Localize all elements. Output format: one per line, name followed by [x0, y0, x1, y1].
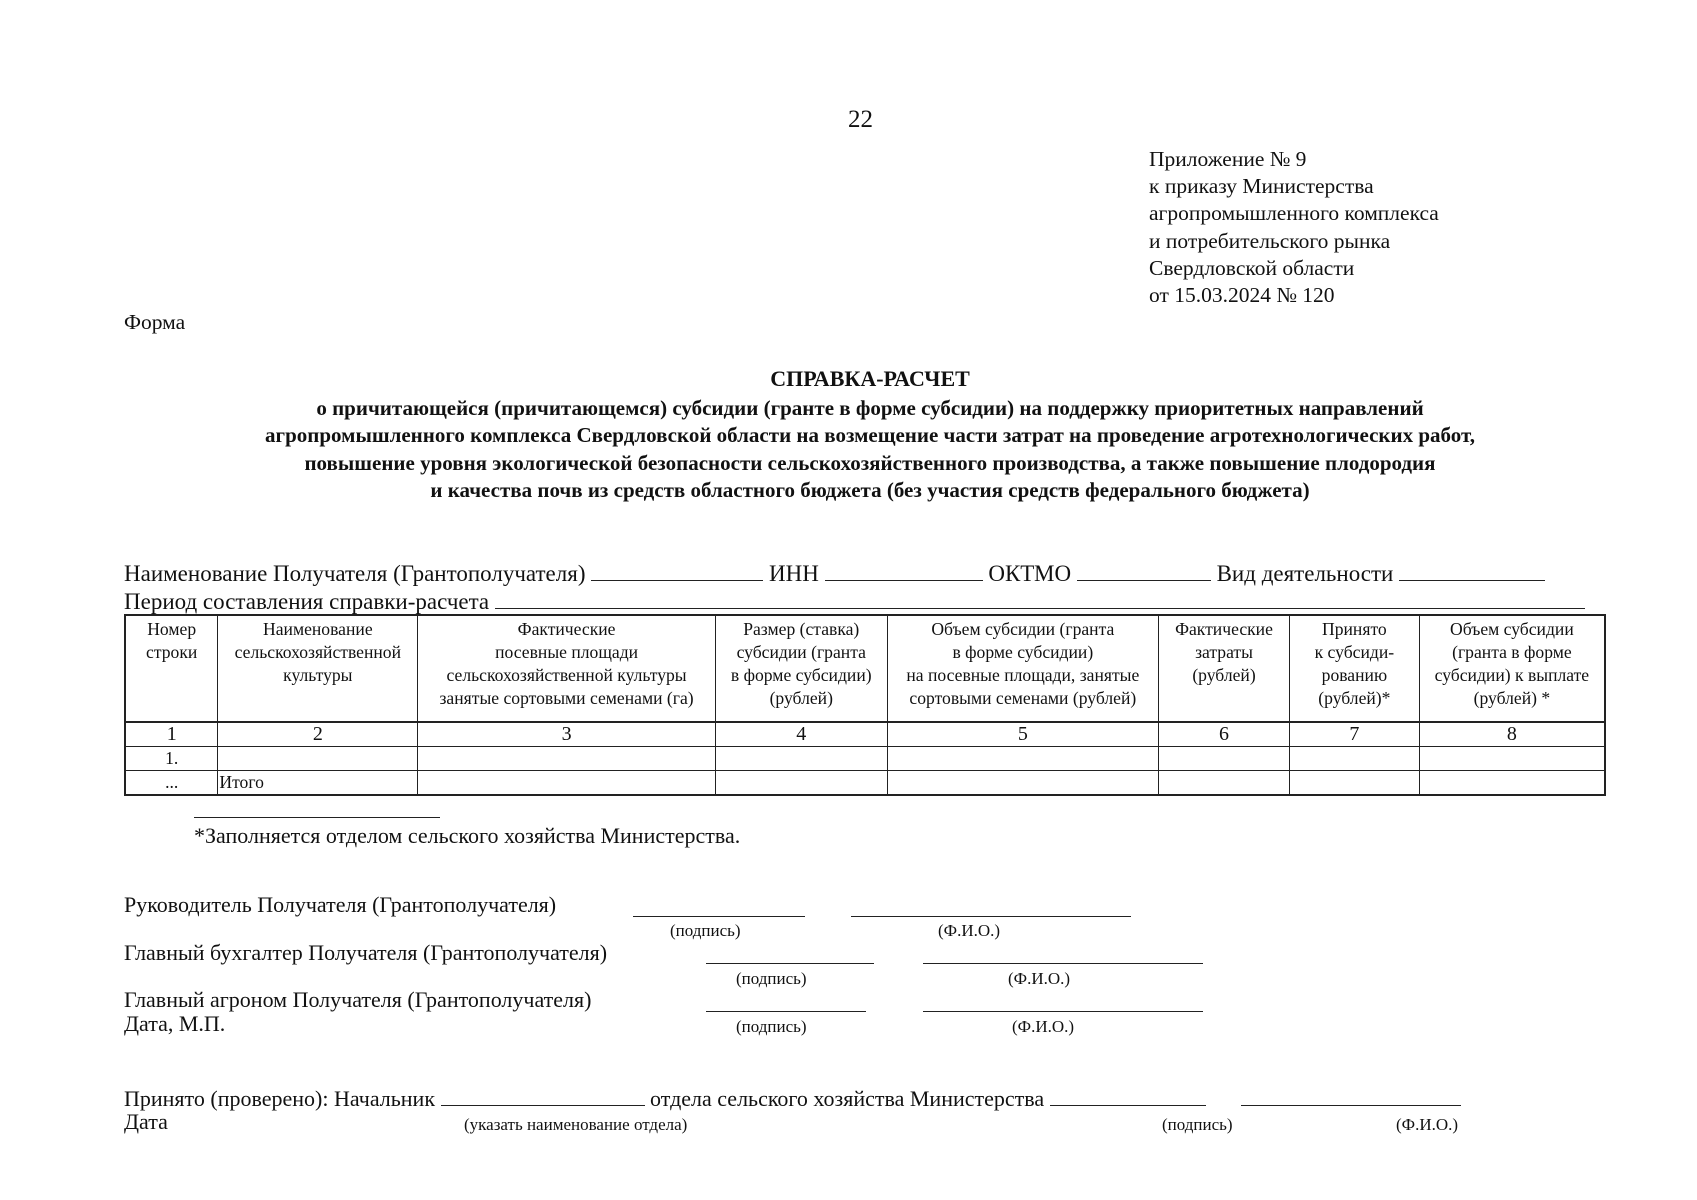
column-number: 4 [715, 722, 887, 747]
header-text: посевные площади [495, 642, 639, 662]
column-number-row [125, 722, 1605, 747]
agronomist-sign-caption: (подпись) [736, 1017, 807, 1036]
table-cell[interactable]: ... [125, 771, 218, 796]
table-cell[interactable] [418, 747, 716, 771]
period-field[interactable] [495, 588, 1585, 609]
document-subtitle [120, 395, 1620, 505]
accountant-sign-caption: (подпись) [736, 969, 807, 988]
header-text: субсидии (гранта [736, 642, 866, 662]
col-header-row-number [125, 615, 218, 722]
header-text: к субсиди- [1314, 642, 1395, 662]
accepted-date-label: Дата [124, 1109, 168, 1134]
column-number: 5 [887, 722, 1158, 747]
accepted-fio-caption: (Ф.И.О.) [1396, 1115, 1459, 1134]
header-text: Принято [1322, 619, 1387, 639]
accepted-row [124, 1085, 1461, 1112]
table-cell[interactable] [887, 747, 1158, 771]
header-text: (рублей) [769, 688, 833, 708]
table-row [125, 747, 1605, 771]
header-text: субсидии) к выплате [1434, 665, 1590, 685]
recipient-fields-row [124, 560, 1545, 587]
recipient-name-field[interactable] [591, 560, 763, 581]
header-text: на посевные площади, занятые [906, 665, 1140, 685]
table-cell[interactable] [1159, 747, 1290, 771]
header-text: (рублей) [1192, 665, 1256, 685]
date-mp-label: Дата, М.П. [124, 1011, 226, 1036]
document-title: СПРАВКА-РАСЧЕТ [770, 366, 970, 391]
table-cell[interactable] [418, 771, 716, 796]
header-text: сельскохозяйственной культуры [446, 665, 687, 685]
table-cell[interactable] [715, 771, 887, 796]
form-label: Форма [124, 310, 186, 334]
table-cell[interactable] [218, 747, 418, 771]
oktmo-field[interactable] [1077, 560, 1211, 581]
head-fio-caption: (Ф.И.О.) [938, 921, 1001, 940]
period-label: Период составления справки-расчета [124, 589, 490, 614]
table-cell[interactable]: 1. [125, 747, 218, 771]
header-text: (рублей)* [1318, 688, 1391, 708]
col-header-crop-name [218, 615, 418, 722]
header-text: занятые сортовыми семенами (га) [439, 688, 694, 708]
calculation-table [124, 614, 1606, 796]
column-number: 6 [1159, 722, 1290, 747]
accepted-middle: отдела сельского хозяйства Министерства [650, 1086, 1045, 1111]
header-text: Размер (ставка) [743, 619, 860, 639]
column-number: 2 [218, 722, 418, 747]
col-header-sown-area [418, 615, 716, 722]
header-text: Наименование [263, 619, 373, 639]
inn-field[interactable] [825, 560, 983, 581]
header-text: культуры [283, 665, 353, 685]
table-cell[interactable] [1289, 771, 1419, 796]
table-cell[interactable] [715, 747, 887, 771]
header-text: строки [146, 642, 198, 662]
subtitle-line: агропромышленного комплекса Свердловской области на возмещение части затрат на проведение агротехнологических работ, [265, 423, 1475, 448]
header-text: Номер [147, 619, 197, 639]
footnote: *Заполняется отделом сельского хозяйства Министерства. [194, 823, 741, 848]
oktmo-label: ОКТМО [988, 561, 1072, 586]
appendix-line: от 15.03.2024 № 120 [1149, 283, 1335, 308]
column-number: 3 [418, 722, 716, 747]
accountant-fio-caption: (Ф.И.О.) [1008, 969, 1071, 988]
appendix-block [1149, 146, 1439, 309]
header-text: Фактические [1175, 619, 1273, 639]
agronomist-signature-label: Главный агроном Получателя (Грантополучателя) [124, 987, 592, 1012]
col-header-subsidy-rate [715, 615, 887, 722]
table-cell[interactable]: Итого [218, 771, 418, 796]
table-header-row [125, 615, 1605, 722]
column-number: 1 [125, 722, 218, 747]
inn-label: ИНН [768, 561, 819, 586]
footnote-divider [194, 817, 440, 818]
appendix-line: агропромышленного комплекса [1149, 201, 1439, 226]
agronomist-fio-line[interactable] [923, 1011, 1203, 1012]
appendix-line: и потребительского рынка [1149, 228, 1391, 253]
table-row-total [125, 771, 1605, 796]
appendix-line: Свердловской области [1149, 255, 1355, 280]
period-row [124, 588, 1585, 615]
department-caption: (указать наименование отдела) [464, 1115, 688, 1134]
agronomist-signature-line[interactable] [706, 1011, 866, 1012]
accepted-prefix: Принято (проверено): Начальник [124, 1086, 436, 1111]
accepted-sign-caption: (подпись) [1162, 1115, 1233, 1134]
col-header-actual-costs [1159, 615, 1290, 722]
subtitle-line: и качества почв из средств областного бюджета (без участия средств федерального бюджета) [430, 478, 1310, 503]
header-text: рованию [1321, 665, 1388, 685]
head-signature-line[interactable] [633, 916, 805, 917]
accepted-fio-line[interactable] [1241, 1085, 1461, 1106]
col-header-payout [1419, 615, 1605, 722]
column-number: 7 [1289, 722, 1419, 747]
activity-field[interactable] [1399, 560, 1545, 581]
header-text: Фактические [517, 619, 616, 639]
activity-label: Вид деятельности [1216, 561, 1394, 586]
appendix-line: к приказу Министерства [1149, 174, 1374, 199]
header-text: в форме субсидии) [730, 665, 872, 685]
table-cell[interactable] [1289, 747, 1419, 771]
table-cell[interactable] [887, 771, 1158, 796]
accepted-signature-line[interactable] [1050, 1085, 1206, 1106]
header-text: затраты [1195, 642, 1253, 662]
head-signature-label: Руководитель Получателя (Грантополучателя) [124, 892, 557, 917]
accountant-signature-label: Главный бухгалтер Получателя (Грантополучателя) [124, 940, 608, 965]
header-text: (гранта в форме [1452, 642, 1572, 662]
header-text: сортовыми семенами (рублей) [909, 688, 1137, 708]
table-cell[interactable] [1419, 771, 1605, 796]
head-sign-caption: (подпись) [670, 921, 741, 940]
header-text: в форме субсидии) [952, 642, 1094, 662]
recipient-name-label: Наименование Получателя (Грантополучателя) [124, 561, 586, 586]
page-number: 22 [848, 106, 873, 133]
column-number: 8 [1419, 722, 1605, 747]
subtitle-line: о причитающейся (причитающемся) субсидии (гранте в форме субсидии) на поддержку приоритетных направлений [316, 396, 1424, 420]
col-header-accepted [1289, 615, 1419, 722]
header-text: (рублей) * [1473, 688, 1551, 708]
head-fio-line[interactable] [851, 916, 1131, 917]
header-text: Объем субсидии [1450, 619, 1574, 639]
accountant-fio-line[interactable] [923, 963, 1203, 964]
header-text: сельскохозяйственной [234, 642, 402, 662]
appendix-line: Приложение № 9 [1149, 147, 1307, 171]
table-cell[interactable] [1159, 771, 1290, 796]
table-cell[interactable] [1419, 747, 1605, 771]
header-text: Объем субсидии (гранта [931, 619, 1115, 639]
subtitle-line: повышение уровня экологической безопасности сельскохозяйственного производства, а также повышение плодородия [304, 450, 1436, 475]
col-header-subsidy-volume [887, 615, 1158, 722]
accountant-signature-line[interactable] [706, 963, 874, 964]
agronomist-fio-caption: (Ф.И.О.) [1012, 1017, 1075, 1036]
department-field[interactable] [441, 1085, 645, 1106]
